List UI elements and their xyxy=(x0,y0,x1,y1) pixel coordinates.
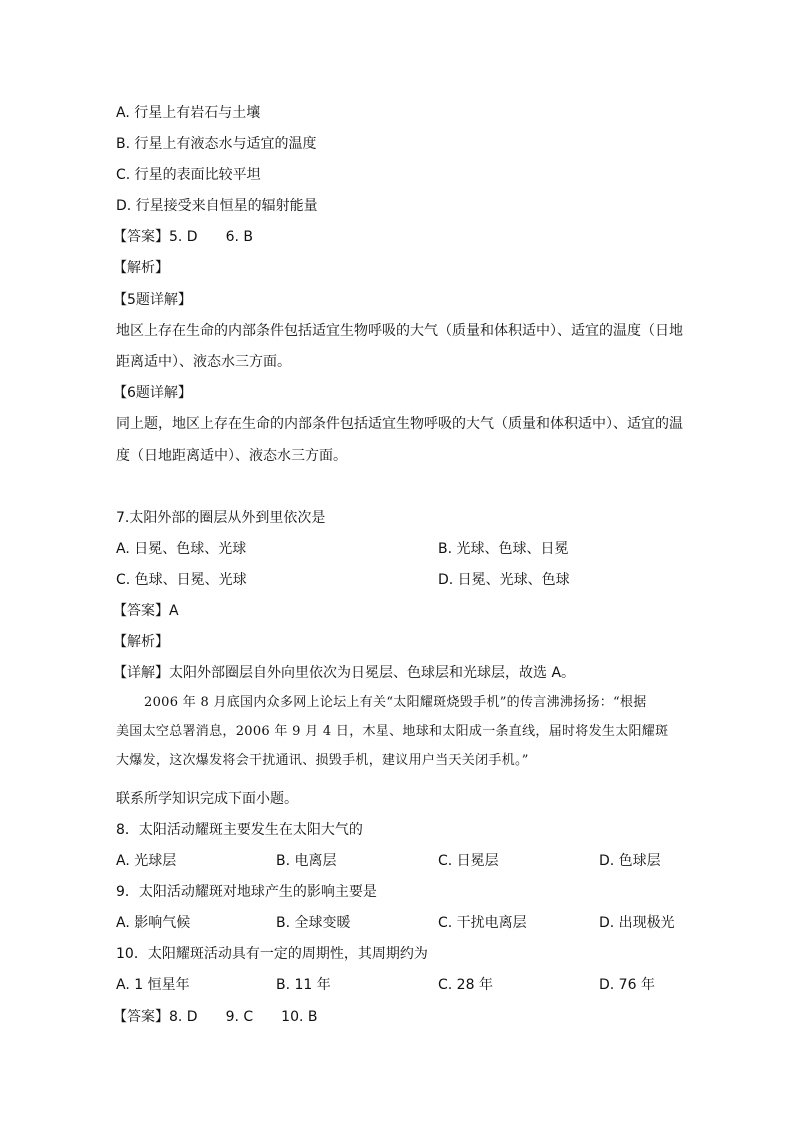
q4-option-d: D. 行星接受来自恒星的辐射能量 xyxy=(116,198,318,214)
q8-option-a: A. 光球层 xyxy=(116,853,177,869)
q10-stem: 10．太阳耀斑活动具有一定的周期性，其周期约为 xyxy=(116,946,428,962)
q9-option-d: D. 出现极光 xyxy=(599,915,675,931)
q4-option-c: C. 行星的表面比较平坦 xyxy=(116,167,261,183)
q8-stem: 8．太阳活动耀斑主要发生在太阳大气的 xyxy=(116,822,363,838)
detail-5-heading: 【5题详解】 xyxy=(113,292,192,308)
answer-text: A xyxy=(169,603,179,619)
detail-5-line: 距离适中）、液态水三方面。 xyxy=(116,354,291,370)
q8-option-c: C. 日冕层 xyxy=(438,853,499,869)
reading-passage xyxy=(116,688,680,778)
answer-7 xyxy=(113,602,179,620)
detail-6-heading: 【6题详解】 xyxy=(113,385,192,401)
q10-option-d: D. 76 年 xyxy=(599,977,655,993)
passage-line: 美国太空总署消息，2006 年 9 月 4 日，木星、地球和太阳成一条直线，届时将发生太阳耀斑 xyxy=(116,724,669,739)
q7-option-d: D. 日冕、光球、色球 xyxy=(438,572,570,588)
q8-option-b: B. 电离层 xyxy=(276,853,337,869)
analysis-heading: 【解析】 xyxy=(113,260,169,276)
q7-option-c: C. 色球、日冕、光球 xyxy=(116,572,247,588)
detail-6-line: 度（日地距离适中）、液态水三方面。 xyxy=(116,448,347,464)
detail-7 xyxy=(113,664,575,682)
detail-5-line: 地区上存在生命的内部条件包括适宜生物呼吸的大气（质量和体积适中）、适宜的温度（日地 xyxy=(116,323,683,339)
detail-6-line: 同上题，地区上存在生命的内部条件包括适宜生物呼吸的大气（质量和体积适中）、适宜的温 xyxy=(116,416,683,432)
answer-8-10 xyxy=(113,1008,318,1026)
answer-tag: 【答案】 xyxy=(113,603,169,619)
q9-option-c: C. 干扰电离层 xyxy=(438,915,527,931)
q4-option-b: B. 行星上有液态水与适宜的温度 xyxy=(116,136,317,152)
q8-option-d: D. 色球层 xyxy=(599,853,661,869)
q10-option-a: A. 1 恒星年 xyxy=(116,977,190,993)
q7-stem: 7.太阳外部的圈层从外到里依次是 xyxy=(116,510,326,526)
answer-5-6 xyxy=(113,228,253,246)
q10-option-b: B. 11 年 xyxy=(276,977,331,993)
q9-stem: 9．太阳活动耀斑对地球产生的影响主要是 xyxy=(116,884,377,900)
q9-option-b: B. 全球变暖 xyxy=(276,915,351,931)
answer-tag: 【答案】 xyxy=(113,1009,169,1025)
detail-text: 太阳外部圈层自外向里依次为日冕层、色球层和光球层，故选 A。 xyxy=(169,665,576,681)
q7-option-b: B. 光球、色球、日冕 xyxy=(438,541,569,557)
q10-option-c: C. 28 年 xyxy=(438,977,493,993)
passage-line: 2006 年 8 月底国内众多网上论坛上有关“太阳耀斑烧毁手机”的传言沸沸扬扬：“根据 xyxy=(144,695,647,710)
answer-tag: 【答案】 xyxy=(113,229,169,245)
detail-tag: 【详解】 xyxy=(113,665,169,681)
instruction: 联系所学知识完成下面小题。 xyxy=(116,791,298,807)
answer-text: 8. D 9. C 10. B xyxy=(169,1009,318,1025)
answer-text: 5. D 6. B xyxy=(169,229,253,245)
q9-option-a: A. 影响气候 xyxy=(116,915,191,931)
passage-line: 大爆发，这次爆发将会干扰通讯、损毁手机，建议用户当天关闭手机。” xyxy=(116,753,529,768)
q4-option-a: A. 行星上有岩石与土壤 xyxy=(116,105,261,121)
analysis-heading: 【解析】 xyxy=(113,634,169,650)
q7-option-a: A. 日冕、色球、光球 xyxy=(116,541,247,557)
